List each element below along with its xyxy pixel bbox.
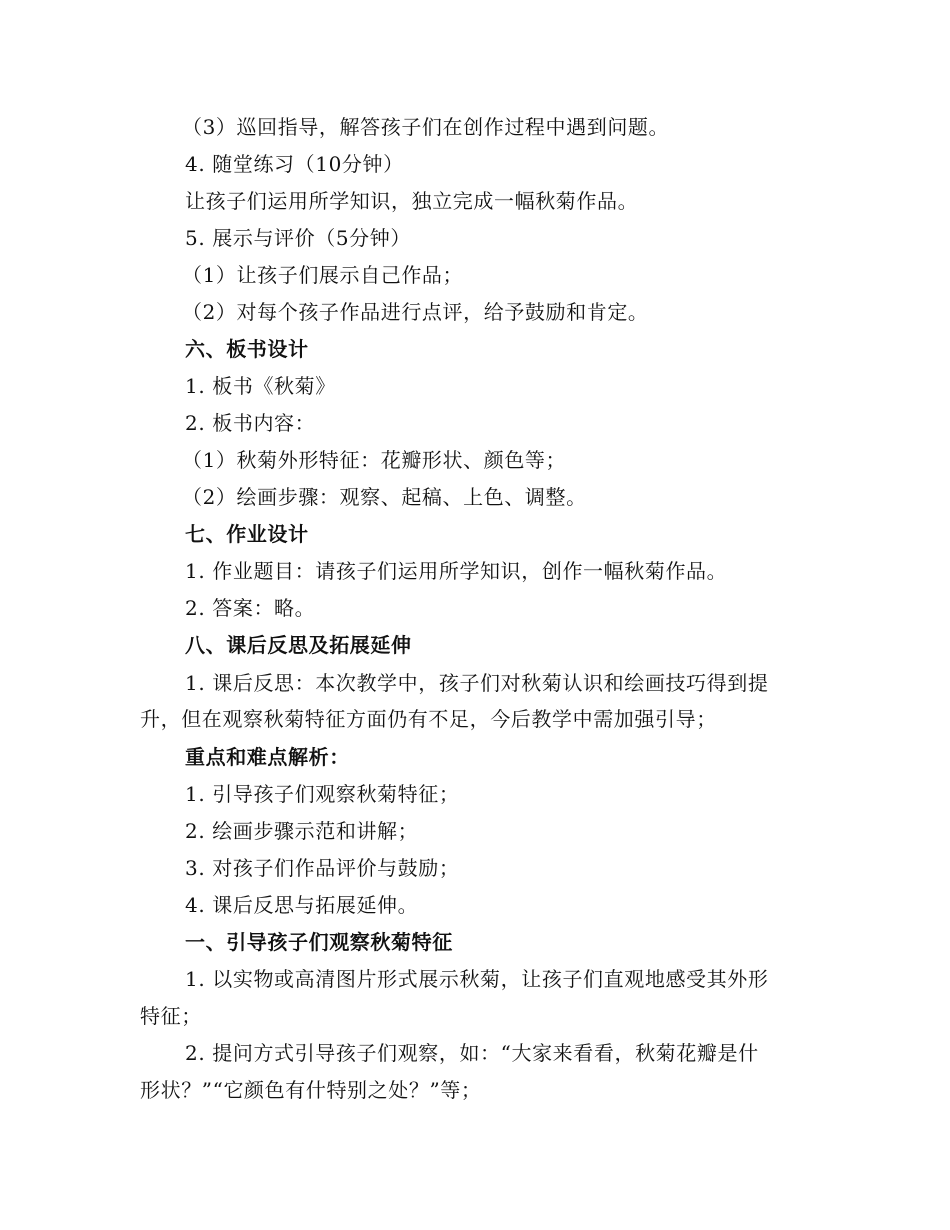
list-item: 2. 提问方式引导孩子们观察，如：“大家来看看，秋菊花瓣是什 [185, 1041, 759, 1065]
section-heading: 重点和难点解析： [185, 745, 350, 769]
paragraph-line: 特征； [140, 1004, 202, 1028]
list-item: 5. 展示与评价（5分钟） [185, 226, 411, 250]
paragraph-line: （2）对每个孩子作品进行点评，给予鼓励和肯定。 [182, 300, 649, 324]
list-item: 1. 作业题目：请孩子们运用所学知识，创作一幅秋菊作品。 [185, 559, 728, 583]
list-item: 1. 板书《秋菊》 [185, 374, 336, 398]
list-item: 2. 答案：略。 [185, 596, 316, 620]
list-item: 1. 课后反思：本次教学中，孩子们对秋菊认识和绘画技巧得到提 [185, 671, 769, 695]
paragraph-line: 让孩子们运用所学知识，独立完成一幅秋菊作品。 [185, 189, 639, 213]
paragraph-line: （1）秋菊外形特征：花瓣形状、颜色等； [182, 448, 567, 472]
list-item: 4. 随堂练习（10分钟） [185, 152, 404, 176]
paragraph-line: （2）绘画步骤：观察、起稿、上色、调整。 [182, 485, 587, 509]
section-heading: 六、板书设计 [185, 337, 309, 361]
paragraph-line: （3）巡回指导，解答孩子们在创作过程中遇到问题。 [182, 115, 670, 139]
list-item: 4. 课后反思与拓展延伸。 [185, 893, 419, 917]
section-heading: 七、作业设计 [185, 522, 309, 546]
list-item: 3. 对孩子们作品评价与鼓励； [185, 856, 460, 880]
paragraph-line: （1）让孩子们展示自己作品； [182, 263, 464, 287]
paragraph-line: 形状？”“它颜色有什特别之处？”等； [140, 1078, 482, 1102]
list-item: 1. 引导孩子们观察秋菊特征； [185, 782, 460, 806]
list-item: 1. 以实物或高清图片形式展示秋菊，让孩子们直观地感受其外形 [185, 967, 769, 991]
section-heading: 一、引导孩子们观察秋菊特征 [185, 930, 453, 954]
section-heading: 八、课后反思及拓展延伸 [185, 633, 412, 657]
list-item: 2. 板书内容： [185, 411, 316, 435]
paragraph-line: 升，但在观察秋菊特征方面仍有不足，今后教学中需加强引导； [140, 707, 717, 731]
list-item: 2. 绘画步骤示范和讲解； [185, 819, 419, 843]
